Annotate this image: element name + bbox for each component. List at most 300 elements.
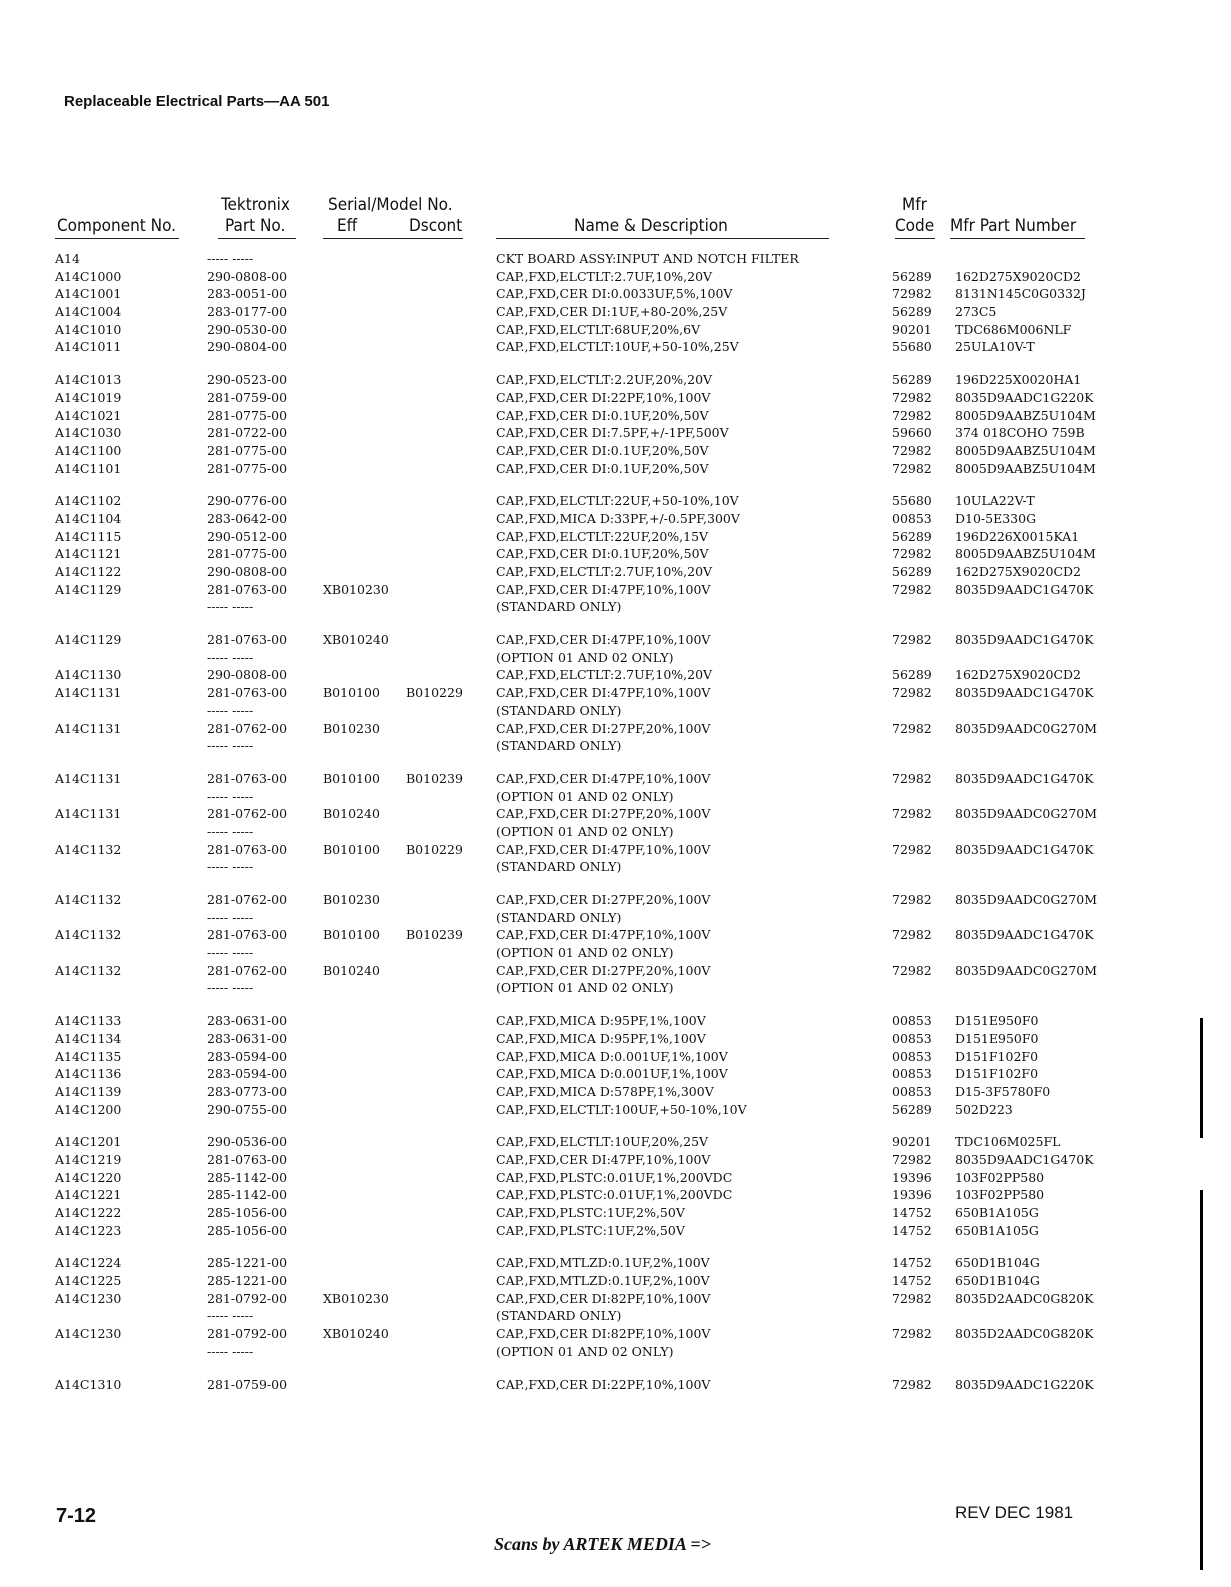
part-no: ----- -----: [207, 251, 254, 266]
mfr-part-number: 25ULA10V-T: [955, 339, 1035, 355]
table-row: [0, 1151, 1231, 1169]
mfr-part-number: 502D223: [955, 1101, 1013, 1117]
part-no: ----- -----: [207, 823, 254, 839]
table-row: [0, 563, 1231, 581]
mfr-part-number: 8035D9AADC1G470K: [955, 685, 1094, 701]
col-head-tektronix: Tektronix: [221, 195, 290, 215]
description: CAP.,FXD,CER DI:7.5PF,+/-1PF,500V: [496, 425, 729, 441]
serial-dscont: B010229: [406, 841, 463, 857]
description: CAP.,FXD,CER DI:22PF,10%,100V: [496, 389, 711, 405]
description: CAP.,FXD,CER DI:27PF,20%,100V: [496, 806, 711, 822]
component-no: A14C1131: [55, 685, 122, 701]
mfr-code: 00853: [892, 1083, 932, 1099]
part-no: 281-0763-00: [207, 581, 288, 597]
part-no: ----- -----: [207, 859, 254, 875]
part-no: 290-0808-00: [207, 268, 288, 284]
part-no: 283-0594-00: [207, 1066, 288, 1082]
description: (STANDARD ONLY): [496, 702, 622, 718]
table-row: [0, 1325, 1231, 1343]
description: CAP.,FXD,CER DI:47PF,10%,100V: [496, 632, 711, 648]
table-row: [0, 1030, 1231, 1048]
col-head-mfr-part-number: Mfr Part Number: [950, 216, 1077, 236]
description: CAP.,FXD,PLSTC:0.01UF,1%,200VDC: [496, 1169, 733, 1185]
description: CAP.,FXD,MICA D:0.001UF,1%,100V: [496, 1066, 728, 1082]
mfr-part-number: 8035D9AADC0G270M: [955, 892, 1098, 907]
table-row: [0, 841, 1231, 859]
table-row: [0, 962, 1231, 980]
table-row: [0, 909, 1231, 927]
mfr-code: 72982: [892, 892, 932, 907]
part-no: 290-0536-00: [207, 1134, 288, 1150]
part-no: 285-1142-00: [207, 1169, 288, 1185]
serial-eff: B010100: [323, 685, 380, 701]
col-head-component: Component No.: [57, 216, 177, 236]
part-no: 283-0773-00: [207, 1083, 288, 1099]
description: (OPTION 01 AND 02 ONLY): [496, 788, 674, 804]
mfr-part-number: 8035D9AADC0G270M: [955, 720, 1098, 736]
component-no: A14C1132: [55, 892, 122, 907]
part-no: 285-1142-00: [207, 1187, 288, 1203]
mfr-code: 72982: [892, 927, 932, 943]
mfr-code: 90201: [892, 321, 932, 337]
part-no: ----- -----: [207, 599, 254, 615]
component-no: A14C1132: [55, 927, 122, 943]
component-no: A14C1030: [55, 425, 122, 441]
page-number: 7-12: [56, 1505, 97, 1527]
description: CAP.,FXD,PLSTC:0.01UF,1%,200VDC: [496, 1187, 733, 1203]
component-no: A14C1139: [55, 1083, 122, 1099]
description: CAP.,FXD,CER DI:82PF,10%,100V: [496, 1290, 711, 1306]
table-row: [0, 979, 1231, 997]
col-head-mfr: Mfr: [902, 195, 927, 215]
mfr-code: 72982: [892, 581, 932, 597]
description: CAP.,FXD,CER DI:22PF,10%,100V: [496, 1376, 711, 1392]
table-row: [0, 1307, 1231, 1325]
description: CAP.,FXD,CER DI:0.0033UF,5%,100V: [496, 286, 733, 302]
description: CAP.,FXD,CER DI:47PF,10%,100V: [496, 685, 711, 701]
description: CAP.,FXD,CER DI:47PF,10%,100V: [496, 841, 711, 857]
description: CAP.,FXD,MTLZD:0.1UF,2%,100V: [496, 1255, 710, 1271]
component-no: A14C1219: [55, 1151, 122, 1167]
part-no: 281-0759-00: [207, 389, 288, 405]
mfr-part-number: 8005D9AABZ5U104M: [955, 460, 1096, 476]
part-no: ----- -----: [207, 1308, 254, 1324]
component-no: A14C1134: [55, 1030, 122, 1046]
description: CAP.,FXD,CER DI:0.1UF,20%,50V: [496, 407, 709, 423]
component-no: A14C1200: [55, 1101, 122, 1117]
component-no: A14C1136: [55, 1066, 122, 1082]
description: CAP.,FXD,MICA D:33PF,+/-0.5PF,300V: [496, 510, 740, 526]
component-no: A14: [55, 251, 80, 266]
description: CAP.,FXD,ELCTLT:100UF,+50-10%,10V: [496, 1101, 747, 1117]
parts-table: [0, 250, 1231, 1393]
mfr-part-number: 162D275X9020CD2: [955, 667, 1081, 683]
component-no: A14C1133: [55, 1013, 122, 1029]
serial-eff: XB010230: [323, 1290, 389, 1306]
rule-code: [895, 238, 935, 239]
description: CAP.,FXD,ELCTLT:22UF,+50-10%,10V: [496, 493, 739, 509]
description: CAP.,FXD,MICA D:95PF,1%,100V: [496, 1013, 706, 1029]
part-no: ----- -----: [207, 738, 254, 754]
part-no: 283-0631-00: [207, 1030, 288, 1046]
table-row: [0, 649, 1231, 667]
serial-dscont: B010239: [406, 770, 463, 786]
description: (STANDARD ONLY): [496, 859, 622, 875]
col-head-code: Code: [895, 216, 935, 236]
table-row: [0, 1343, 1231, 1361]
serial-eff: B010240: [323, 962, 380, 978]
table-row: [0, 1186, 1231, 1204]
part-no: 283-0594-00: [207, 1048, 288, 1064]
table-row: [0, 770, 1231, 788]
description: CAP.,FXD,MICA D:578PF,1%,300V: [496, 1083, 714, 1099]
mfr-part-number: 8035D9AADC1G470K: [955, 581, 1094, 597]
table-row: [0, 684, 1231, 702]
part-no: 281-0762-00: [207, 962, 288, 978]
component-no: A14C1132: [55, 841, 122, 857]
description: CAP.,FXD,ELCTLT:10UF,+50-10%,25V: [496, 339, 739, 355]
table-row: [0, 581, 1231, 599]
component-no: A14C1220: [55, 1169, 122, 1185]
component-no: A14C1121: [55, 546, 122, 562]
part-no: 281-0763-00: [207, 841, 288, 857]
table-row: [0, 1290, 1231, 1308]
mfr-part-number: 196D225X0020HA1: [955, 372, 1082, 388]
component-no: A14C1011: [55, 339, 122, 355]
description: (OPTION 01 AND 02 ONLY): [496, 823, 674, 839]
part-no: 283-0631-00: [207, 1013, 288, 1029]
mfr-part-number: 8035D2AADC0G820K: [955, 1290, 1094, 1306]
mfr-part-number: TDC106M025FL: [955, 1134, 1061, 1150]
component-no: A14C1135: [55, 1048, 122, 1064]
description: CAP.,FXD,CER DI:82PF,10%,100V: [496, 1326, 711, 1342]
component-no: A14C1013: [55, 372, 122, 388]
part-no: ----- -----: [207, 909, 254, 925]
rule-part: [218, 238, 296, 239]
mfr-part-number: 650B1A105G: [955, 1222, 1039, 1238]
part-no: 281-0792-00: [207, 1326, 288, 1342]
table-row: [0, 720, 1231, 738]
table-row: [0, 598, 1231, 616]
table-row: [0, 1272, 1231, 1290]
table-row: [0, 321, 1231, 339]
description: CAP.,FXD,MICA D:0.001UF,1%,100V: [496, 1048, 728, 1064]
description: (OPTION 01 AND 02 ONLY): [496, 1343, 674, 1359]
description: CAP.,FXD,CER DI:0.1UF,20%,50V: [496, 460, 709, 476]
table-row: [0, 891, 1231, 909]
description: CKT BOARD ASSY:INPUT AND NOTCH FILTER: [496, 251, 799, 266]
mfr-part-number: 196D226X0015KA1: [955, 528, 1080, 544]
description: CAP.,FXD,CER DI:47PF,10%,100V: [496, 1151, 711, 1167]
mfr-part-number: D151F102F0: [955, 1048, 1039, 1064]
mfr-code: 72982: [892, 1290, 932, 1306]
mfr-part-number: D10-5E330G: [955, 510, 1037, 526]
mfr-code: 00853: [892, 1030, 932, 1046]
part-no: 290-0530-00: [207, 321, 288, 337]
mfr-part-number: 650B1A105G: [955, 1205, 1039, 1220]
mfr-part-number: 8005D9AABZ5U104M: [955, 407, 1096, 423]
description: (OPTION 01 AND 02 ONLY): [496, 980, 674, 996]
table-row: [0, 631, 1231, 649]
part-no: 281-0775-00: [207, 460, 288, 476]
table-row: [0, 389, 1231, 407]
table-row: [0, 1133, 1231, 1151]
mfr-part-number: 162D275X9020CD2: [955, 564, 1081, 579]
part-no: 285-1221-00: [207, 1255, 288, 1271]
component-no: A14C1130: [55, 667, 122, 683]
table-row: [0, 737, 1231, 755]
mfr-part-number: 8035D9AADC1G470K: [955, 770, 1094, 786]
mfr-code: 90201: [892, 1134, 932, 1150]
scan-credit: Scans by ARTEK MEDIA =>: [494, 1534, 711, 1554]
mfr-code: 14752: [892, 1273, 932, 1289]
description: (STANDARD ONLY): [496, 738, 622, 754]
mfr-part-number: 8035D9AADC1G470K: [955, 1151, 1094, 1167]
part-no: 281-0722-00: [207, 425, 288, 441]
part-no: 281-0763-00: [207, 685, 288, 701]
mfr-part-number: D151E950F0: [955, 1030, 1039, 1046]
component-no: A14C1225: [55, 1273, 122, 1289]
table-row: [0, 1169, 1231, 1187]
description: CAP.,FXD,CER DI:27PF,20%,100V: [496, 720, 711, 736]
part-no: 281-0762-00: [207, 892, 288, 907]
component-no: A14C1129: [55, 581, 122, 597]
part-no: 281-0763-00: [207, 927, 288, 943]
table-row: [0, 1204, 1231, 1222]
serial-dscont: B010229: [406, 685, 463, 701]
mfr-part-number: 8131N145C0G0332J: [955, 286, 1086, 302]
col-head-part-no: Part No.: [225, 216, 286, 236]
col-head-eff: Eff: [337, 216, 358, 236]
mfr-code: 56289: [892, 304, 932, 320]
table-row: [0, 407, 1231, 425]
mfr-code: 00853: [892, 1048, 932, 1064]
serial-dscont: B010239: [406, 927, 463, 943]
component-no: A14C1201: [55, 1134, 122, 1150]
mfr-code: 72982: [892, 806, 932, 822]
rule-component: [55, 238, 179, 239]
mfr-code: 72982: [892, 720, 932, 736]
mfr-code: 56289: [892, 268, 932, 284]
revision-date: REV DEC 1981: [955, 1503, 1074, 1522]
table-row: [0, 371, 1231, 389]
description: CAP.,FXD,MICA D:95PF,1%,100V: [496, 1030, 706, 1046]
component-no: A14C1104: [55, 510, 122, 526]
serial-eff: B010100: [323, 927, 380, 943]
part-no: 281-0762-00: [207, 720, 288, 736]
mfr-code: 72982: [892, 460, 932, 476]
table-row: [0, 666, 1231, 684]
part-no: ----- -----: [207, 1343, 254, 1359]
description: (STANDARD ONLY): [496, 1308, 622, 1324]
part-no: 283-0642-00: [207, 510, 288, 526]
table-row: [0, 823, 1231, 841]
component-no: A14C1100: [55, 442, 122, 458]
mfr-part-number: 650D1B104G: [955, 1273, 1040, 1289]
serial-eff: B010100: [323, 770, 380, 786]
description: CAP.,FXD,CER DI:0.1UF,20%,50V: [496, 546, 709, 562]
part-no: ----- -----: [207, 788, 254, 804]
mfr-part-number: 8035D9AADC1G220K: [955, 389, 1094, 405]
component-no: A14C1131: [55, 770, 122, 786]
table-row: [0, 268, 1231, 286]
table-row: [0, 442, 1231, 460]
mfr-code: 14752: [892, 1255, 932, 1271]
table-row: [0, 338, 1231, 356]
table-row: [0, 528, 1231, 546]
part-no: 290-0804-00: [207, 339, 288, 355]
part-no: 283-0177-00: [207, 304, 288, 320]
serial-eff: B010230: [323, 720, 380, 736]
table-row: [0, 1012, 1231, 1030]
description: (STANDARD ONLY): [496, 599, 622, 615]
description: CAP.,FXD,CER DI:27PF,20%,100V: [496, 892, 711, 907]
component-no: A14C1001: [55, 286, 122, 302]
component-no: A14C1000: [55, 268, 122, 284]
description: CAP.,FXD,CER DI:0.1UF,20%,50V: [496, 442, 709, 458]
table-row: [0, 944, 1231, 962]
part-no: 283-0051-00: [207, 286, 288, 302]
table-row: [0, 1254, 1231, 1272]
mfr-part-number: 8035D9AADC1G470K: [955, 632, 1094, 648]
mfr-code: 19396: [892, 1187, 932, 1203]
table-row: [0, 545, 1231, 563]
table-row: [0, 926, 1231, 944]
component-no: A14C1230: [55, 1290, 122, 1306]
component-no: A14C1102: [55, 493, 122, 509]
col-head-serial-model: Serial/Model No.: [328, 195, 453, 215]
component-no: A14C1223: [55, 1222, 122, 1238]
component-no: A14C1122: [55, 564, 122, 579]
mfr-code: 72982: [892, 685, 932, 701]
table-row: [0, 303, 1231, 321]
mfr-code: 56289: [892, 564, 932, 579]
mfr-code: 72982: [892, 1151, 932, 1167]
part-no: 290-0512-00: [207, 528, 288, 544]
component-no: A14C1224: [55, 1255, 122, 1271]
page-header: Replaceable Electrical Parts—AA 501: [64, 93, 330, 110]
part-no: 281-0792-00: [207, 1290, 288, 1306]
mfr-code: 72982: [892, 632, 932, 648]
part-no: 281-0775-00: [207, 407, 288, 423]
table-row: [0, 1048, 1231, 1066]
mfr-code: 00853: [892, 1013, 932, 1029]
component-no: A14C1131: [55, 806, 122, 822]
mfr-code: 00853: [892, 1066, 932, 1082]
mfr-part-number: 8035D9AADC0G270M: [955, 962, 1098, 978]
mfr-part-number: TDC686M006NLF: [955, 321, 1072, 337]
table-row: [0, 492, 1231, 510]
table-row: [0, 424, 1231, 442]
component-no: A14C1115: [55, 528, 122, 544]
mfr-part-number: 650D1B104G: [955, 1255, 1040, 1271]
mfr-code: 56289: [892, 1101, 932, 1117]
table-row: [0, 1065, 1231, 1083]
table-row: [0, 1222, 1231, 1240]
part-no: 285-1056-00: [207, 1222, 288, 1238]
description: CAP.,FXD,CER DI:47PF,10%,100V: [496, 770, 711, 786]
description: CAP.,FXD,ELCTLT:2.7UF,10%,20V: [496, 564, 713, 579]
mfr-part-number: 374 018COHO 759B: [955, 425, 1085, 441]
part-no: 281-0775-00: [207, 546, 288, 562]
table-row: [0, 460, 1231, 478]
table-row: [0, 1101, 1231, 1119]
component-no: A14C1019: [55, 389, 122, 405]
description: CAP.,FXD,ELCTLT:22UF,20%,15V: [496, 528, 709, 544]
mfr-part-number: 10ULA22V-T: [955, 493, 1035, 509]
part-no: 281-0763-00: [207, 632, 288, 648]
mfr-part-number: D151E950F0: [955, 1013, 1039, 1029]
mfr-part-number: 8035D9AADC1G220K: [955, 1376, 1094, 1392]
description: CAP.,FXD,PLSTC:1UF,2%,50V: [496, 1222, 685, 1238]
component-no: A14C1132: [55, 962, 122, 978]
mfr-part-number: D15-3F5780F0: [955, 1083, 1051, 1099]
mfr-code: 72982: [892, 442, 932, 458]
rule-mfr-part: [950, 238, 1085, 239]
table-row: [0, 1376, 1231, 1394]
scan-edge-mark: [1200, 1018, 1203, 1138]
col-head-dscont: Dscont: [409, 216, 463, 236]
serial-eff: XB010240: [323, 632, 389, 648]
mfr-code: 72982: [892, 1376, 932, 1392]
table-row: [0, 805, 1231, 823]
mfr-code: 72982: [892, 286, 932, 302]
mfr-part-number: 8035D9AADC0G270M: [955, 806, 1098, 822]
part-no: 281-0763-00: [207, 1151, 288, 1167]
mfr-code: 72982: [892, 407, 932, 423]
description: CAP.,FXD,ELCTLT:2.7UF,10%,20V: [496, 667, 713, 683]
mfr-part-number: 273C5: [955, 304, 997, 320]
description: CAP.,FXD,CER DI:27PF,20%,100V: [496, 962, 711, 978]
serial-eff: B010230: [323, 892, 380, 907]
part-no: ----- -----: [207, 649, 254, 665]
table-row: [0, 702, 1231, 720]
mfr-part-number: 8035D9AADC1G470K: [955, 841, 1094, 857]
table-row: [0, 250, 1231, 268]
col-head-description: Name & Description: [574, 216, 728, 236]
description: CAP.,FXD,ELCTLT:2.7UF,10%,20V: [496, 268, 713, 284]
mfr-part-number: 8005D9AABZ5U104M: [955, 442, 1096, 458]
component-no: A14C1310: [55, 1376, 122, 1392]
part-no: 290-0808-00: [207, 564, 288, 579]
description: CAP.,FXD,ELCTLT:10UF,20%,25V: [496, 1134, 709, 1150]
mfr-part-number: 8005D9AABZ5U104M: [955, 546, 1096, 562]
part-no: 281-0762-00: [207, 806, 288, 822]
mfr-code: 72982: [892, 770, 932, 786]
description: CAP.,FXD,PLSTC:1UF,2%,50V: [496, 1205, 685, 1220]
description: (STANDARD ONLY): [496, 909, 622, 925]
mfr-part-number: 8035D2AADC0G820K: [955, 1326, 1094, 1342]
component-no: A14C1021: [55, 407, 122, 423]
mfr-code: 56289: [892, 528, 932, 544]
mfr-code: 56289: [892, 372, 932, 388]
mfr-part-number: 103F02PP580: [955, 1169, 1045, 1185]
description: CAP.,FXD,MTLZD:0.1UF,2%,100V: [496, 1273, 710, 1289]
serial-eff: B010240: [323, 806, 380, 822]
part-no: 281-0759-00: [207, 1376, 288, 1392]
description: CAP.,FXD,CER DI:1UF,+80-20%,25V: [496, 304, 728, 320]
mfr-part-number: 103F02PP580: [955, 1187, 1045, 1203]
part-no: 285-1221-00: [207, 1273, 288, 1289]
mfr-code: 14752: [892, 1222, 932, 1238]
part-no: 290-0776-00: [207, 493, 288, 509]
component-no: A14C1230: [55, 1326, 122, 1342]
component-no: A14C1101: [55, 460, 122, 476]
table-row: [0, 858, 1231, 876]
mfr-code: 19396: [892, 1169, 932, 1185]
part-no: 285-1056-00: [207, 1205, 288, 1220]
description: CAP.,FXD,ELCTLT:68UF,20%,6V: [496, 321, 701, 337]
